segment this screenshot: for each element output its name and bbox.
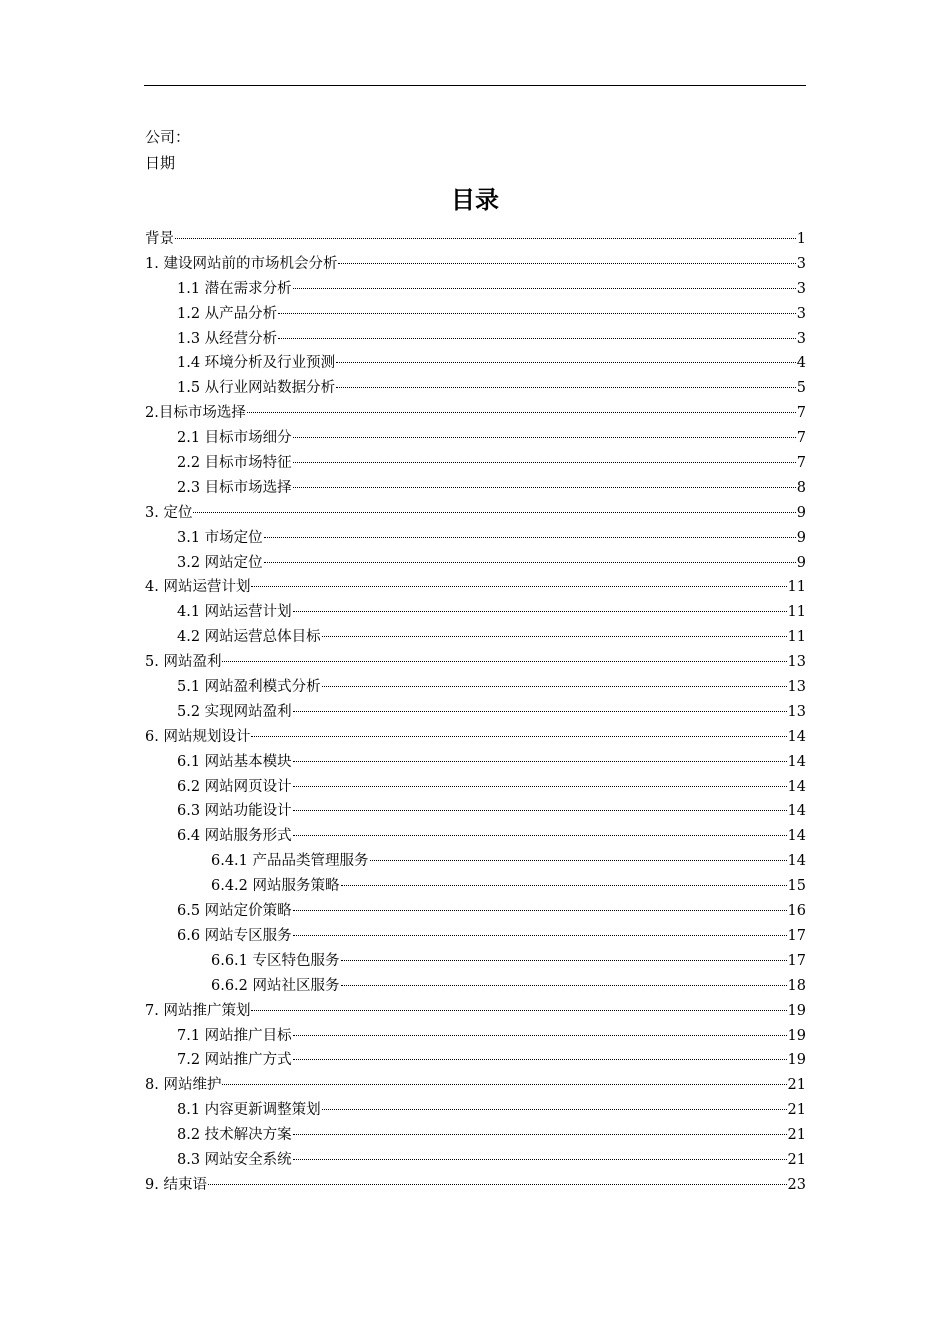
toc-entry[interactable] — [145, 1098, 806, 1123]
toc-entry-page: 3 — [796, 280, 806, 297]
toc-dot-leader — [264, 537, 796, 538]
toc-entry-label: 2.2 目标市场特征 — [177, 455, 292, 472]
toc-entry[interactable] — [145, 750, 806, 775]
toc-dot-leader — [293, 761, 787, 762]
toc-entry[interactable] — [145, 351, 806, 376]
toc-dot-leader — [293, 1134, 787, 1135]
toc-entry-label: 8.1 内容更新调整策划 — [177, 1102, 321, 1119]
toc-dot-leader — [293, 910, 787, 911]
toc-entry-label: 2.目标市场选择 — [145, 405, 246, 422]
toc-entry-label: 6.6.1 专区特色服务 — [211, 952, 340, 969]
toc-entry[interactable] — [145, 575, 806, 600]
toc-entry[interactable] — [145, 600, 806, 625]
toc-title: 目录 — [451, 186, 499, 214]
toc-dot-leader — [278, 313, 796, 314]
toc-dot-leader — [336, 387, 796, 388]
toc-entry[interactable] — [145, 1123, 806, 1148]
toc-dot-leader — [251, 586, 786, 587]
toc-entry-label: 1.1 潜在需求分析 — [177, 280, 292, 297]
toc-entry[interactable] — [145, 401, 806, 426]
toc-entry-page: 4 — [796, 355, 806, 372]
toc-entry-page: 19 — [787, 1052, 806, 1069]
toc-entry[interactable] — [145, 327, 806, 352]
toc-dot-leader — [293, 711, 787, 712]
toc-entry-label: 2.1 目标市场细分 — [177, 430, 292, 447]
toc-dot-leader — [341, 960, 787, 961]
toc-entry-page: 8 — [796, 479, 806, 496]
toc-entry[interactable] — [145, 277, 806, 302]
toc-entry-page: 14 — [787, 753, 806, 770]
toc-entry-page: 21 — [787, 1151, 806, 1168]
date-label: 日期 — [145, 154, 176, 172]
toc-entry-page: 11 — [787, 604, 806, 621]
toc-entry-page: 9 — [796, 554, 806, 571]
toc-dot-leader — [293, 1059, 787, 1060]
toc-entry[interactable] — [145, 700, 806, 725]
toc-entry-label: 6. 网站规划设计 — [145, 728, 251, 745]
toc-entry-page: 11 — [787, 579, 806, 596]
toc-entry-page: 14 — [787, 853, 806, 870]
toc-entry-page: 21 — [787, 1127, 806, 1144]
toc-entry-label: 3. 定位 — [145, 504, 193, 521]
toc-dot-leader — [193, 512, 795, 513]
toc-entry-label: 6.4.1 产品品类管理服务 — [211, 853, 369, 870]
toc-entry[interactable] — [145, 227, 806, 252]
toc-dot-leader — [293, 462, 796, 463]
toc-entry[interactable] — [145, 999, 806, 1024]
toc-dot-leader — [322, 1109, 787, 1110]
toc-dot-leader — [251, 1010, 786, 1011]
toc-entry-page: 14 — [787, 828, 806, 845]
toc-entry[interactable] — [145, 501, 806, 526]
toc-dot-leader — [293, 810, 787, 811]
toc-entry-page: 18 — [787, 977, 806, 994]
toc-entry[interactable] — [145, 551, 806, 576]
toc-entry[interactable] — [145, 725, 806, 750]
toc-dot-leader — [222, 1084, 786, 1085]
toc-dot-leader — [222, 661, 786, 662]
toc-entry[interactable] — [145, 252, 806, 277]
toc-entry-page: 17 — [787, 952, 806, 969]
toc-entry-label: 8. 网站维护 — [145, 1077, 222, 1094]
toc-dot-leader — [247, 412, 796, 413]
toc-entry-label: 5.2 实现网站盈利 — [177, 703, 292, 720]
toc-entry[interactable] — [145, 924, 806, 949]
toc-entry[interactable] — [145, 376, 806, 401]
toc-entry-label: 6.4.2 网站服务策略 — [211, 878, 340, 895]
toc-dot-leader — [293, 1035, 787, 1036]
toc-entry-label: 6.6 网站专区服务 — [177, 927, 292, 944]
toc-dot-leader — [293, 288, 796, 289]
toc-entry-page: 7 — [796, 430, 806, 447]
toc-entry-page: 3 — [796, 330, 806, 347]
toc-entry-page: 13 — [787, 654, 806, 671]
toc-entry[interactable] — [145, 799, 806, 824]
toc-entry-label: 8.2 技术解决方案 — [177, 1127, 292, 1144]
toc-entry-page: 14 — [787, 778, 806, 795]
toc-entry[interactable] — [145, 874, 806, 899]
toc-entry[interactable] — [145, 1073, 806, 1098]
toc-entry-page: 13 — [787, 703, 806, 720]
toc-entry-page: 14 — [787, 803, 806, 820]
table-of-contents — [145, 227, 806, 1198]
toc-entry-page: 11 — [787, 629, 806, 646]
toc-entry-label: 6.1 网站基本模块 — [177, 753, 292, 770]
toc-dot-leader — [322, 686, 787, 687]
toc-entry-label: 3.1 市场定位 — [177, 529, 263, 546]
toc-entry-page: 17 — [787, 927, 806, 944]
toc-entry-page: 13 — [787, 679, 806, 696]
toc-entry-page: 9 — [796, 504, 806, 521]
toc-dot-leader — [175, 238, 796, 239]
toc-entry-page: 16 — [787, 903, 806, 920]
toc-entry-label: 1.4 环境分析及行业预测 — [177, 355, 336, 372]
toc-entry[interactable] — [145, 974, 806, 999]
toc-entry-page: 7 — [796, 455, 806, 472]
header-rule — [144, 85, 806, 86]
toc-entry-label: 7.2 网站推广方式 — [177, 1052, 292, 1069]
toc-dot-leader — [278, 338, 796, 339]
toc-entry-label: 背景 — [145, 231, 174, 247]
toc-dot-leader — [293, 835, 787, 836]
toc-dot-leader — [293, 935, 787, 936]
toc-dot-leader — [264, 562, 796, 563]
company-label: 公司： — [145, 128, 191, 146]
toc-dot-leader — [293, 437, 796, 438]
toc-entry[interactable] — [145, 426, 806, 451]
toc-entry-page: 23 — [787, 1176, 806, 1193]
toc-dot-leader — [293, 1159, 787, 1160]
toc-entry-page: 21 — [787, 1077, 806, 1094]
toc-entry[interactable] — [145, 675, 806, 700]
toc-entry-page: 9 — [796, 529, 806, 546]
toc-entry[interactable] — [145, 949, 806, 974]
toc-dot-leader — [322, 636, 787, 637]
toc-entry-page: 1 — [796, 231, 806, 247]
toc-entry-label: 6.5 网站定价策略 — [177, 903, 292, 920]
toc-entry-label: 7. 网站推广策划 — [145, 1002, 251, 1019]
toc-entry-label: 1.2 从产品分析 — [177, 305, 278, 322]
toc-dot-leader — [293, 487, 796, 488]
toc-dot-leader — [338, 263, 795, 264]
toc-entry[interactable] — [145, 451, 806, 476]
toc-entry-label: 8.3 网站安全系统 — [177, 1151, 292, 1168]
toc-entry-label: 6.4 网站服务形式 — [177, 828, 292, 845]
toc-dot-leader — [293, 786, 787, 787]
toc-entry-page: 15 — [787, 878, 806, 895]
toc-entry-label: 6.6.2 网站社区服务 — [211, 977, 340, 994]
toc-entry-label: 5.1 网站盈利模式分析 — [177, 679, 321, 696]
toc-entry[interactable] — [145, 1148, 806, 1173]
toc-entry[interactable] — [145, 650, 806, 675]
toc-entry-label: 9. 结束语 — [145, 1176, 207, 1193]
toc-dot-leader — [370, 860, 787, 861]
toc-dot-leader — [208, 1184, 787, 1185]
toc-entry-label: 4. 网站运营计划 — [145, 579, 251, 596]
toc-entry[interactable] — [145, 849, 806, 874]
toc-entry-page: 3 — [796, 255, 806, 272]
toc-entry-page: 14 — [787, 728, 806, 745]
toc-entry-page: 21 — [787, 1102, 806, 1119]
toc-entry-page: 19 — [787, 1027, 806, 1044]
toc-dot-leader — [293, 611, 787, 612]
toc-entry-label: 6.3 网站功能设计 — [177, 803, 292, 820]
toc-entry[interactable] — [145, 899, 806, 924]
toc-dot-leader — [336, 362, 796, 363]
toc-entry[interactable] — [145, 775, 806, 800]
toc-entry-label: 1.5 从行业网站数据分析 — [177, 380, 336, 397]
toc-entry-label: 4.1 网站运营计划 — [177, 604, 292, 621]
toc-entry-label: 1. 建设网站前的市场机会分析 — [145, 255, 338, 272]
toc-entry-label: 4.2 网站运营总体目标 — [177, 629, 321, 646]
toc-entry-page: 5 — [796, 380, 806, 397]
toc-entry-page: 7 — [796, 405, 806, 422]
toc-dot-leader — [341, 985, 787, 986]
toc-dot-leader — [251, 736, 786, 737]
toc-entry[interactable] — [145, 526, 806, 551]
toc-entry-label: 1.3 从经营分析 — [177, 330, 278, 347]
toc-entry[interactable] — [145, 302, 806, 327]
toc-dot-leader — [341, 885, 787, 886]
toc-entry[interactable] — [145, 1173, 806, 1198]
toc-entry-page: 3 — [796, 305, 806, 322]
toc-entry-label: 5. 网站盈利 — [145, 654, 222, 671]
toc-entry[interactable] — [145, 1024, 806, 1049]
toc-entry-label: 2.3 目标市场选择 — [177, 479, 292, 496]
toc-entry[interactable] — [145, 1048, 806, 1073]
toc-entry-label: 7.1 网站推广目标 — [177, 1027, 292, 1044]
toc-entry[interactable] — [145, 476, 806, 501]
toc-entry-label: 6.2 网站网页设计 — [177, 778, 292, 795]
toc-entry-page: 19 — [787, 1002, 806, 1019]
toc-entry-label: 3.2 网站定位 — [177, 554, 263, 571]
toc-entry[interactable] — [145, 824, 806, 849]
toc-entry[interactable] — [145, 625, 806, 650]
